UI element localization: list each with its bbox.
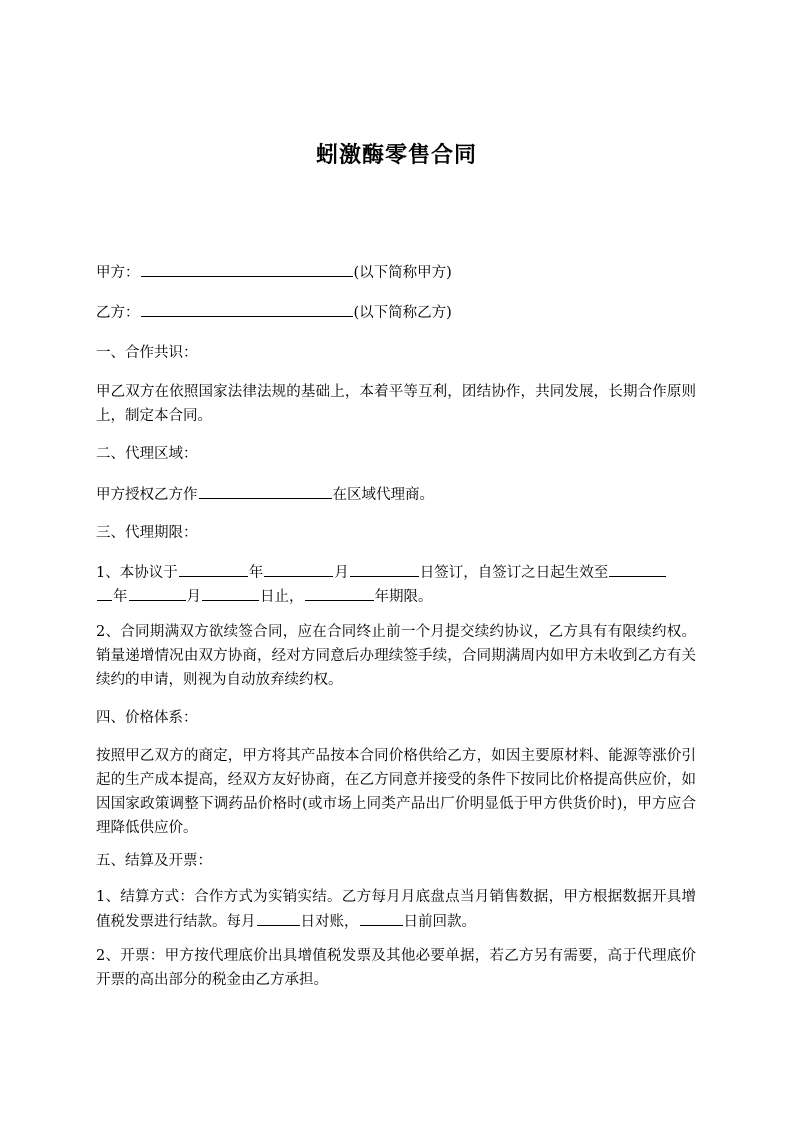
- term-end: 年期限。: [374, 589, 433, 605]
- document-title: 蚓激酶零售合同: [315, 143, 477, 168]
- section-5-heading: 五、结算及开票：: [96, 853, 212, 869]
- section-4-body: 按照甲乙双方的商定，甲方将其产品按本合同价格供给乙方，如因主要原材料、能源等涨价引起的生产成本提高，经双方友好协商，在乙方同意并接受的条件下按同比价格提高供应价，如因国家政策调整下调药品价格时(或市场上同类产品出厂价明显低于甲方供货价时)，甲方应合理降低供应价。: [96, 748, 696, 836]
- term-line-1: [96, 560, 696, 585]
- settlement-end: 日前回款。: [403, 914, 476, 930]
- end-day-blank[interactable]: [202, 584, 259, 601]
- section-4-heading: 四、价格体系：: [96, 710, 198, 726]
- section-3-heading: 三、代理期限：: [96, 525, 198, 541]
- party-a-line: [96, 260, 696, 285]
- reconcile-day-blank[interactable]: [257, 909, 300, 926]
- party-b-suffix: (以下简称乙方): [353, 305, 452, 321]
- settlement-start: 1、结算方式：合作方式为实销实结。乙方每月月底盘点当月销售数据，甲方根据数据开具增值税发票进行结款。每月: [96, 889, 696, 930]
- term-year2: 年: [113, 589, 128, 605]
- settlement-mid: 日对账，: [300, 914, 359, 930]
- party-b-line: [96, 300, 696, 325]
- sign-day-blank[interactable]: [350, 560, 419, 577]
- party-a-label: 甲方：: [96, 265, 140, 281]
- term-month: 月: [334, 565, 349, 581]
- section-1-heading: 一、合作共识：: [96, 345, 198, 361]
- term-day2: 日止，: [260, 589, 304, 605]
- term-year: 年: [248, 565, 264, 581]
- end-month-blank[interactable]: [129, 584, 186, 601]
- party-b-label: 乙方：: [96, 305, 140, 321]
- section-1-body: 甲乙双方在依照国家法律法规的基础上，本着平等互利，团结协作，共同发展，长期合作原则上，制定本合同。: [96, 384, 696, 424]
- term-line-2: [96, 584, 696, 609]
- party-a-blank[interactable]: [141, 260, 353, 277]
- term-month2: 月: [186, 589, 201, 605]
- section-2-before: 甲方授权乙方作: [96, 487, 198, 503]
- payment-day-blank[interactable]: [360, 909, 403, 926]
- end-year-blank-a[interactable]: [609, 560, 666, 577]
- section-5-invoice: 2、开票：甲方按代理底价出具增值税发票及其他必要单据，若乙方另有需要，高于代理底价开票的高出部分的税金由乙方承担。: [96, 948, 696, 988]
- region-blank[interactable]: [199, 482, 332, 499]
- section-2-heading: 二、代理区域：: [96, 446, 198, 462]
- section-2-body: [96, 482, 696, 507]
- section-2-after: 在区域代理商。: [332, 487, 434, 503]
- section-3-renewal: 2、合同期满双方欲续签合同，应在合同终止前一个月提交续约协议，乙方具有有限续约权。销量递增情况由双方协商，经对方同意后办理续签手续，合同期满周内如甲方未收到乙方有关续约的申请，则视为自动放弃续约权。: [96, 624, 696, 688]
- party-a-suffix: (以下简称甲方): [353, 265, 452, 281]
- sign-month-blank[interactable]: [264, 560, 333, 577]
- end-year-blank-b[interactable]: [97, 584, 112, 601]
- term-start: 1、本协议于: [96, 565, 178, 581]
- section-5-settlement: [96, 885, 696, 934]
- term-day: 日签订，自签订之日起生效至: [419, 565, 609, 581]
- party-b-blank[interactable]: [141, 300, 353, 317]
- term-years-blank[interactable]: [305, 584, 374, 601]
- sign-year-blank[interactable]: [179, 560, 248, 577]
